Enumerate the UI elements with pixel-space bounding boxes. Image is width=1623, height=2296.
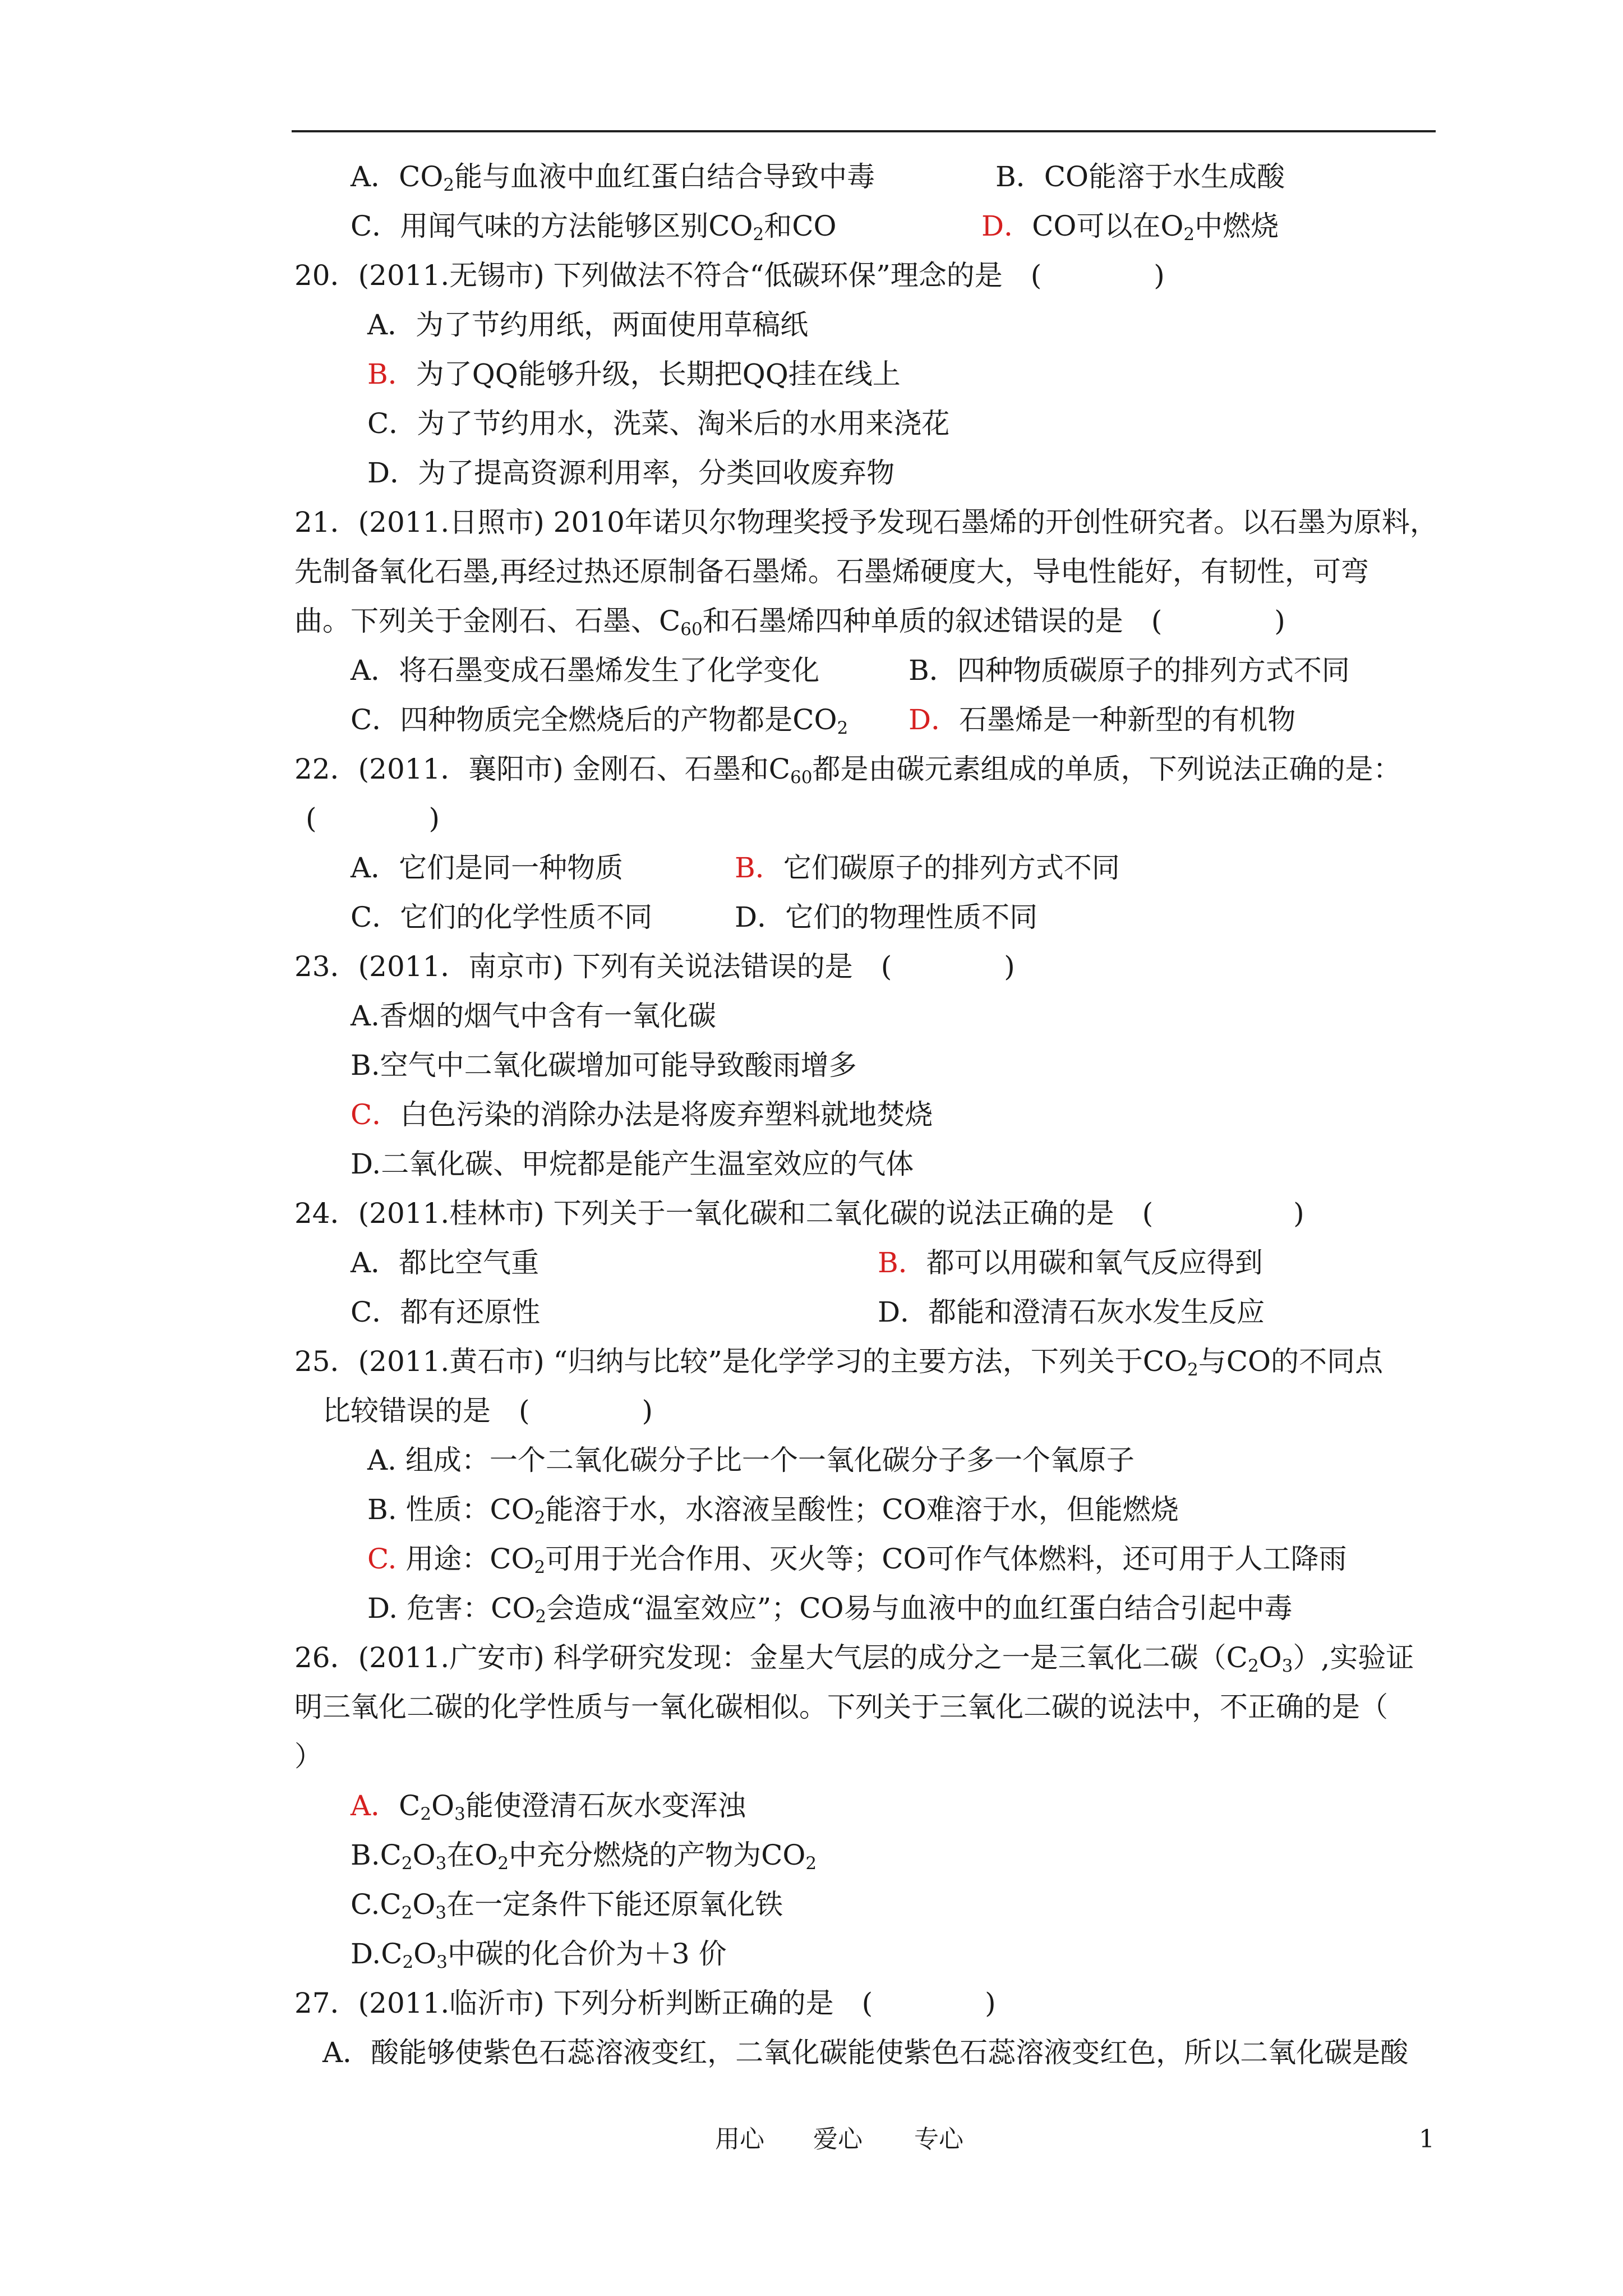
- q20-option-d: D．为了提高资源利用率，分类回收废弃物: [367, 457, 895, 489]
- q23-stem: 23．(2011．南京市) 下列有关说法错误的是 ( ): [294, 950, 1015, 983]
- q23-option-d: D.二氧化碳、甲烷都是能产生温室效应的气体: [351, 1148, 914, 1180]
- q22-option-d: D．它们的物理性质不同: [735, 901, 1038, 933]
- q25-option-b: B. 性质：$CO_2$能溶于水，水溶液呈酸性；CO难溶于水，但能燃烧: [367, 1493, 1179, 1528]
- page-number: 1: [1419, 2125, 1435, 2154]
- q27-option-a: A．酸能够使紫色石蕊溶液变红，二氧化碳能使紫色石蕊溶液变红色，所以二氧化碳是酸: [322, 2036, 1409, 2069]
- q26-stem-line2: 明三氧化二碳的化学性质与一氧化碳相似。下列关于三氧化二碳的说法中，不正确的是（: [294, 1691, 1388, 1723]
- q24-option-d: D．都能和澄清石灰水发生反应: [878, 1296, 1265, 1328]
- q27-stem: 27．(2011.临沂市) 下列分析判断正确的是 ( ): [294, 1987, 996, 2019]
- q22-option-a: A．它们是同一种物质: [351, 852, 624, 884]
- q20-option-a: A．为了节约用纸，两面使用草稿纸: [367, 309, 809, 341]
- q25-option-a: A. 组成：一个二氧化碳分子比一个一氧化碳分子多一个氧原子: [367, 1444, 1135, 1476]
- q26-option-b: $B.C_2O_3$在$O_2$中充分燃烧的产物为$CO_2$: [351, 1839, 817, 1874]
- q20-option-b: B．为了QQ能够升级，长期把QQ挂在线上: [367, 358, 901, 390]
- q22-option-c: C．它们的化学性质不同: [351, 901, 653, 933]
- q24-option-c: C．都有还原性: [351, 1296, 541, 1328]
- q22-option-b: B．它们碳原子的排列方式不同: [735, 852, 1120, 884]
- q19-option-c: C．用闻气味的方法能够区别$CO_2$和CO: [351, 210, 837, 245]
- q25-option-d: D. 危害：$CO_2$会造成“温室效应”；CO易与血液中的血红蛋白结合引起中毒: [367, 1592, 1293, 1627]
- q23-option-a: A.香烟的烟气中含有一氧化碳: [351, 1000, 717, 1032]
- q26-stem-line3: ）: [294, 1740, 322, 1773]
- q25-stem-line1: 25．(2011.黄石市) “归纳与比较”是化学学习的主要方法，下列关于$CO_2$与CO的不同点: [294, 1345, 1384, 1380]
- q21-option-d: D．石墨烯是一种新型的有机物: [909, 703, 1296, 736]
- q20-option-c: C．为了节约用水，洗菜、淘米后的水用来浇花: [367, 407, 950, 440]
- q26-stem-line1: 26．(2011.广安市) 科学研究发现：金星大气层的成分之一是三氧化二碳$(C_2O_3)$,实验证: [294, 1641, 1414, 1676]
- q21-stem-line3: 曲。下列关于金刚石、石墨、$C_{60}$和石墨烯四种单质的叙述错误的是 ( ): [294, 605, 1285, 639]
- q24-stem: 24．(2011.桂林市) 下列关于一氧化碳和二氧化碳的说法正确的是 ( ): [294, 1197, 1304, 1230]
- q24-option-a: A．都比空气重: [351, 1246, 540, 1279]
- header-rule: [292, 130, 1436, 132]
- q19-option-b: B．CO能溶于水生成酸: [995, 160, 1285, 193]
- q25-stem-line2: 比较错误的是 ( ): [322, 1395, 653, 1427]
- q24-option-b: B．都可以用碳和氧气反应得到: [878, 1246, 1263, 1279]
- q21-option-b: B．四种物质碳原子的排列方式不同: [909, 654, 1350, 687]
- q22-stem: 22．(2011．襄阳市) 金刚石、石墨和$C_{60}$都是由碳元素组成的单质，下列说法正确的是：: [294, 753, 1401, 788]
- q20-stem: 20．(2011.无锡市) 下列做法不符合“低碳环保”理念的是 ( ): [294, 259, 1165, 292]
- q22-answer-paren: ( ): [306, 802, 440, 835]
- q23-option-b: B.空气中二氧化碳增加可能导致酸雨增多: [351, 1049, 857, 1082]
- q19-option-a: A．$CO_2$能与血液中血红蛋白结合导致中毒: [351, 160, 875, 195]
- q21-stem-line1: 21．(2011.日照市) 2010年诺贝尔物理奖授予发现石墨烯的开创性研究者。以石墨为原料，: [294, 506, 1438, 539]
- footer-word-3: 专心: [914, 2125, 963, 2154]
- q26-option-a: A．$C_2O_3$能使澄清石灰水变浑浊: [351, 1789, 746, 1824]
- q23-option-c: C．白色污染的消除办法是将废弃塑料就地焚烧: [351, 1098, 933, 1131]
- q19-option-d: D．CO可以在$O_2$中燃烧: [981, 210, 1279, 245]
- q26-option-c: $C.C_2O_3$在一定条件下能还原氧化铁: [351, 1888, 783, 1923]
- q25-option-c: C. 用途：$CO_2$可用于光合作用、灭火等；CO可作气体燃料，还可用于人工降雨: [367, 1543, 1347, 1577]
- footer-word-2: 爱心: [813, 2125, 863, 2154]
- q21-option-c: C．四种物质完全燃烧后的产物都是$CO_2$: [351, 703, 849, 738]
- footer-word-1: 用心: [715, 2125, 764, 2154]
- q26-option-d: $D.C_2O_3$中碳的化合价为＋3 价: [351, 1938, 727, 1972]
- q21-stem-line2: 先制备氧化石墨,再经过热还原制备石墨烯。石墨烯硬度大，导电性能好，有韧性，可弯: [294, 555, 1369, 588]
- q21-option-a: A．将石墨变成石墨烯发生了化学变化: [351, 654, 820, 687]
